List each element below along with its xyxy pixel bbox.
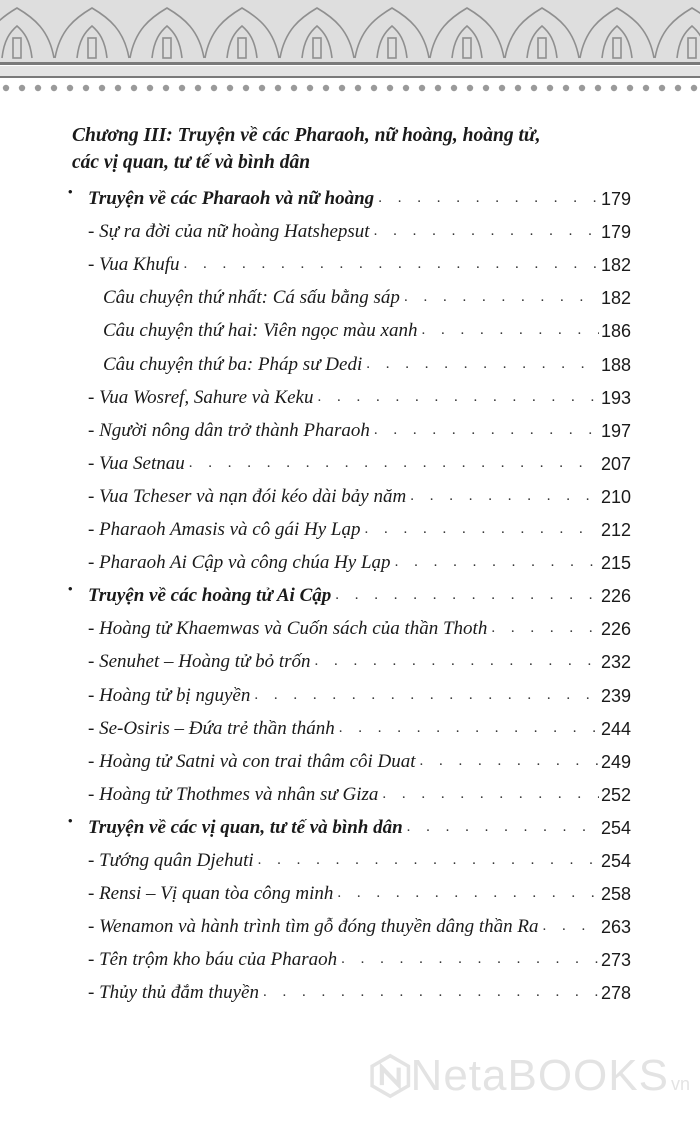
toc-page-number: 215 — [600, 553, 631, 574]
toc-page-number: 179 — [600, 222, 631, 243]
netabooks-logo-icon — [370, 1045, 411, 1107]
dot-leader — [404, 288, 599, 309]
dot-leader — [374, 222, 599, 243]
bullet-icon: • — [68, 184, 73, 199]
toc-page-number: 188 — [600, 354, 631, 375]
toc-entry-title: - Vua Wosref, Sahure và Keku — [88, 386, 314, 408]
toc-section — [68, 809, 631, 839]
toc-entry-title: - Sự ra đời của nữ hoàng Hatshepsut — [88, 221, 370, 243]
toc-item — [88, 445, 631, 475]
toc-entry-title: - Thủy thủ đắm thuyền — [88, 982, 259, 1004]
toc-page-number: 193 — [600, 387, 631, 408]
dot-leader — [382, 785, 599, 806]
toc-entry-title: - Pharaoh Ai Cập và công chúa Hy Lạp — [88, 552, 391, 574]
toc-item — [88, 544, 631, 574]
chapter-title-line-2: các vị quan, tư tế và bình dân — [72, 152, 311, 173]
toc-page-number: 239 — [600, 685, 631, 706]
toc-entry-title: - Người nông dân trở thành Pharaoh — [88, 419, 370, 441]
dot-leader — [420, 752, 599, 773]
toc-entry-title: Câu chuyện thứ hai: Viên ngọc màu xanh — [103, 320, 418, 342]
toc-entry-title: - Senuhet – Hoàng tử bỏ trốn — [88, 651, 311, 673]
toc-page-number: 197 — [600, 420, 631, 441]
toc-item — [88, 677, 631, 707]
toc-item — [88, 941, 631, 971]
dot-leader — [395, 553, 599, 574]
dot-leader — [410, 487, 599, 508]
chapter-title-line-1: Chương III: Truyện về các Pharaoh, nữ hoàng, hoàng tử, — [72, 125, 541, 146]
toc-page-number: 226 — [600, 619, 631, 640]
toc-page-number: 273 — [600, 950, 631, 971]
bullet-icon: • — [68, 581, 73, 597]
dot-leader — [263, 983, 599, 1004]
dot-leader — [378, 189, 599, 210]
dot-leader — [543, 917, 599, 938]
toc-section — [68, 180, 631, 210]
bullet-icon: • — [68, 812, 73, 828]
toc-entry-title: - Vua Setnau — [88, 452, 185, 474]
toc-item — [88, 610, 631, 640]
dot-leader — [366, 355, 599, 376]
toc-page-number: 179 — [600, 189, 631, 209]
dot-leader — [339, 719, 599, 740]
dot-leader — [365, 520, 599, 541]
toc-item — [88, 412, 631, 442]
toc-entry-title: - Rensi – Vị quan tòa công minh — [88, 883, 334, 905]
netabooks-watermark — [370, 1040, 690, 1112]
dot-leader — [491, 619, 599, 640]
toc-entry-title: - Hoàng tử Satni và con trai thâm côi Duat — [88, 750, 416, 772]
toc-subitem — [103, 279, 631, 309]
decorative-lotus-banner — [0, 0, 700, 100]
dot-leader — [421, 321, 598, 342]
toc-page-number: 254 — [600, 817, 631, 838]
dot-leader — [341, 950, 599, 971]
toc-entry-title: Truyện về các hoàng tử Ai Cập — [88, 585, 332, 607]
toc-item — [88, 511, 631, 541]
dot-leader — [254, 686, 599, 707]
toc-page-number: 249 — [600, 751, 631, 772]
toc-item — [88, 974, 631, 1004]
toc-item — [88, 379, 631, 409]
chapter-heading — [72, 122, 632, 176]
toc-entry-title: - Hoàng tử bị nguyền — [88, 684, 251, 706]
toc-item — [88, 875, 631, 905]
dot-leader — [189, 454, 599, 475]
toc-item — [88, 246, 631, 276]
dot-leader — [318, 388, 599, 409]
dot-leader — [183, 255, 598, 276]
toc-page-number: 182 — [600, 288, 631, 309]
toc-item — [88, 643, 631, 673]
toc-page-number: 232 — [600, 652, 631, 673]
toc-item — [88, 842, 631, 872]
toc-page-number: 186 — [600, 321, 631, 342]
toc-entry-title: Câu chuyện thứ nhất: Cá sấu bằng sáp — [103, 287, 400, 309]
toc-page-number: 263 — [600, 917, 631, 938]
toc-entry-title: - Vua Tcheser và nạn đói kéo dài bảy năm — [88, 485, 407, 507]
toc-subitem — [103, 346, 631, 376]
toc-page-number: 278 — [600, 983, 631, 1004]
toc-entry-title: - Hoàng tử Thothmes và nhân sư Giza — [88, 783, 379, 805]
dot-leader — [335, 586, 599, 607]
toc-page-number: 252 — [600, 784, 631, 805]
dot-leader — [407, 818, 599, 839]
watermark-brand: NetaBOOKS — [410, 1051, 669, 1100]
toc-entry-title: - Tên trộm kho báu của Pharaoh — [88, 949, 338, 971]
toc-entry-title: - Tướng quân Djehuti — [88, 850, 254, 871]
toc-item — [88, 776, 631, 806]
toc-item — [88, 743, 631, 773]
dot-leader — [315, 652, 599, 673]
watermark-suffix: vn — [670, 1073, 690, 1094]
toc-item — [88, 908, 631, 938]
toc-item — [88, 478, 631, 508]
toc-entry-title: - Se-Osiris – Đứa trẻ thần thánh — [88, 717, 335, 739]
toc-page-number: 244 — [600, 718, 631, 739]
toc-entry-title: - Pharaoh Amasis và cô gái Hy Lạp — [88, 519, 361, 540]
toc-entry-title: Truyện về các vị quan, tư tế và bình dân — [88, 816, 403, 838]
toc-entry-title: - Hoàng tử Khaemwas và Cuốn sách của thần Thoth — [88, 618, 488, 640]
toc-subitem — [103, 312, 631, 342]
toc-section — [68, 577, 631, 607]
dot-leader — [337, 884, 599, 905]
toc-item — [88, 213, 631, 243]
toc-entry-title: - Vua Khufu — [88, 254, 180, 276]
toc-page-number: 254 — [600, 851, 631, 871]
toc-page-number: 182 — [600, 255, 631, 276]
toc-item — [88, 710, 631, 740]
toc-page-number: 258 — [600, 884, 631, 905]
dot-leader — [374, 421, 599, 442]
dot-leader — [258, 851, 599, 872]
toc-entry-title: - Wenamon và hành trình tìm gỗ đóng thuyền dâng thần Ra — [88, 916, 539, 938]
toc-page-number: 207 — [600, 453, 631, 474]
toc-page-number: 212 — [600, 520, 631, 540]
toc-entry-title: Câu chuyện thứ ba: Pháp sư Dedi — [103, 353, 363, 375]
toc-page-number: 210 — [600, 486, 631, 507]
toc-page-number: 226 — [600, 586, 631, 607]
toc-entry-title: Truyện về các Pharaoh và nữ hoàng — [88, 188, 375, 209]
